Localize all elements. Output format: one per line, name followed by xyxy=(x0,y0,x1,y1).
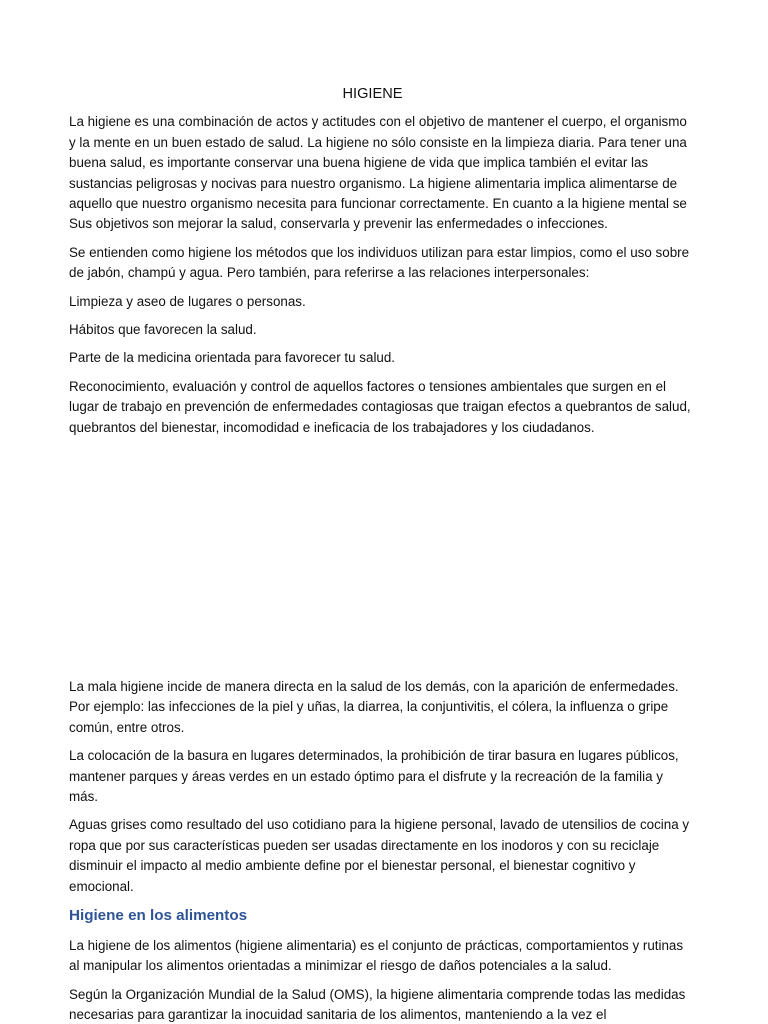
list-item-cleanliness: Limpieza y aseo de lugares o personas. xyxy=(69,293,306,309)
document-title: HIGIENE xyxy=(342,86,403,102)
document-top-section xyxy=(69,84,692,446)
paragraph-grey-water: Aguas grises como resultado del uso cotidiano para la higiene personal, lavado de utensilios de cocina y ropa que por sus características pueden ser usadas directamente en los inodoros y con su reciclaje disminuir el impacto al medio ambiente define por el bienestar personal, el bienestar cognitivo y emocional. xyxy=(69,817,690,894)
paragraph-intro: La higiene es una combinación de actos y actitudes con el objetivo de mantener el cuerpo, el organismo y la mente en un buen estado de salud. La higiene no sólo consiste en la limpieza diaria. Para tener una buena salud, es importante conservar una buena higiene de vida que implica también el evitar las sustancias peligrosas y nocivas para nuestro organismo. La higiene alimentaria implica alimentarse de aquello que nuestro organismo necesita para funcionar correctamente. En cuanto a la higiene mental se Sus objetivos son mejorar la salud, conservarla y prevenir las enfermedades o infecciones. xyxy=(69,114,687,232)
list-item-habits: Hábitos que favorecen la salud. xyxy=(69,322,257,338)
paragraph-who-definition: Según la Organización Mundial de la Salud (OMS), la higiene alimentaria comprende todas las medidas necesarias para garantizar la inocuidad sanitaria de los alimentos, manteniendo a la vez el xyxy=(69,986,686,1023)
section-heading-food-hygiene: Higiene en los alimentos xyxy=(69,907,248,925)
list-item-recognition: Reconocimiento, evaluación y control de aquellos factores o tensiones ambientales que surgen en el lugar de trabajo en prevención de enfermedades contagiosas que traigan efectos a quebrantos de salud, quebrantos del bienestar, incomodidad e ineficacia de los trabajadores y los ciudadanos. xyxy=(69,378,691,435)
document-bottom-section xyxy=(69,677,692,1024)
paragraph-garbage: La colocación de la basura en lugares determinados, la prohibición de tirar basura en lugares públicos, mantener parques y áreas verdes en un estado óptimo para el disfrute y la recreación de la familia y más. xyxy=(69,748,679,805)
paragraph-definition: Se entienden como higiene los métodos que los individuos utilizan para estar limpios, como el uso sobre de jabón, champú y agua. Pero también, para referirse a las relaciones interpersonales: xyxy=(69,244,690,281)
list-item-medicine: Parte de la medicina orientada para favorecer tu salud. xyxy=(69,350,396,366)
paragraph-bad-hygiene: La mala higiene incide de manera directa en la salud de los demás, con la aparición de enfermedades. Por ejemplo: las infecciones de la piel y uñas, la diarrea, la conjuntivitis, el cólera, la influenza o gripe común, entre otros. xyxy=(69,679,679,735)
paragraph-food-hygiene-definition: La higiene de los alimentos (higiene alimentaria) es el conjunto de prácticas, comportamientos y rutinas al manipular los alimentos orientadas a minimizar el riesgo de daños potenciales a la salud. xyxy=(69,938,684,974)
